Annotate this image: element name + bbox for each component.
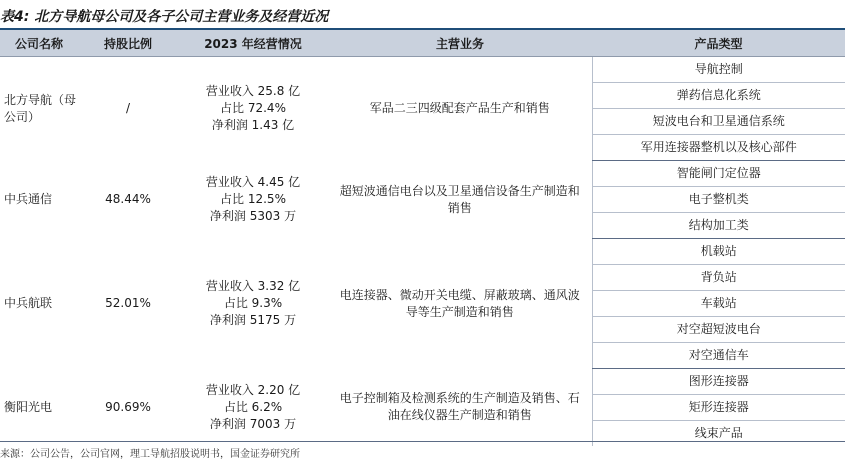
- company-name: 中兵通信: [4, 192, 53, 206]
- main-business: 军品二三四级配套产品生产和销售: [369, 101, 550, 116]
- header-business: 主营业务: [328, 30, 592, 57]
- header-stake: 持股比例: [78, 30, 178, 57]
- main-business: 电连接器、微动开关电缆、屏蔽玻璃、通风波导等生产制造和销售: [339, 287, 580, 319]
- ops-share: 占比 72.4%: [220, 101, 286, 116]
- ops-profit: 净利润 1.43 亿: [211, 118, 295, 133]
- table-title: 表4: 北方导航母公司及各子公司主营业务及经营近况: [0, 9, 329, 25]
- ops-summary: [178, 161, 328, 239]
- product-type: 车载站: [592, 291, 845, 317]
- ops-share: 占比 9.3%: [223, 296, 283, 310]
- main-business: 电子控制箱及检测系统的生产制造及销售、石油在线仪器生产制造和销售: [339, 391, 580, 423]
- product-type: 机载站: [592, 239, 845, 265]
- main-business: 超短波通信电台以及卫星通信设备生产制造和销售: [339, 183, 580, 215]
- stake-value: /: [125, 101, 131, 116]
- table-row: [0, 239, 845, 265]
- header-ops: 2023 年经营情况: [178, 30, 328, 57]
- product-type: 结构加工类: [592, 213, 845, 239]
- product-type: 对空超短波电台: [592, 317, 845, 343]
- ops-share: 占比 12.5%: [220, 192, 286, 206]
- stake-value: 52.01%: [105, 296, 151, 310]
- stake-value: 48.44%: [105, 192, 151, 206]
- ops-profit: 净利润 5175 万: [209, 313, 297, 327]
- company-name: 中兵航联: [4, 296, 53, 310]
- ops-profit: 净利润 5303 万: [209, 209, 297, 223]
- ops-revenue: 营业收入 3.32 亿: [205, 279, 301, 293]
- table-row: [0, 369, 845, 395]
- company-name: 衡阳光电: [4, 399, 53, 414]
- ops-share: 占比 6.2%: [223, 399, 283, 414]
- table-row: [0, 57, 845, 83]
- ops-profit: 净利润 7003 万: [209, 416, 297, 431]
- product-type: 军用连接器整机以及核心部件: [592, 135, 845, 161]
- bottom-rule: [0, 441, 845, 442]
- product-type: 智能闸门定位器: [592, 161, 845, 187]
- product-type: 电子整机类: [592, 187, 845, 213]
- product-type: 矩形连接器: [592, 395, 845, 421]
- table-header-row: [0, 30, 845, 57]
- ops-summary: [178, 57, 328, 161]
- company-name: 北方导航（母公司）: [4, 92, 77, 124]
- ops-revenue: 营业收入 2.20 亿: [205, 382, 301, 397]
- header-products: 产品类型: [592, 30, 845, 57]
- product-type: 弹药信息化系统: [592, 83, 845, 109]
- product-type: 导航控制: [592, 57, 845, 83]
- ops-revenue: 营业收入 4.45 亿: [205, 175, 301, 189]
- stake-value: 90.69%: [105, 399, 151, 414]
- ops-summary: [178, 369, 328, 447]
- product-type: 图形连接器: [592, 369, 845, 395]
- ops-summary: [178, 239, 328, 369]
- source-note: 来源：公司公告，公司官网，理工导航招股说明书，国金证券研究所: [0, 449, 300, 460]
- header-company: 公司名称: [0, 30, 78, 57]
- product-type: 对空通信车: [592, 343, 845, 369]
- product-type: 背负站: [592, 265, 845, 291]
- product-type: 线束产品: [592, 421, 845, 447]
- product-type: 短波电台和卫星通信系统: [592, 109, 845, 135]
- ops-revenue: 营业收入 25.8 亿: [205, 84, 301, 99]
- company-business-table: [0, 30, 845, 446]
- table-row: [0, 161, 845, 187]
